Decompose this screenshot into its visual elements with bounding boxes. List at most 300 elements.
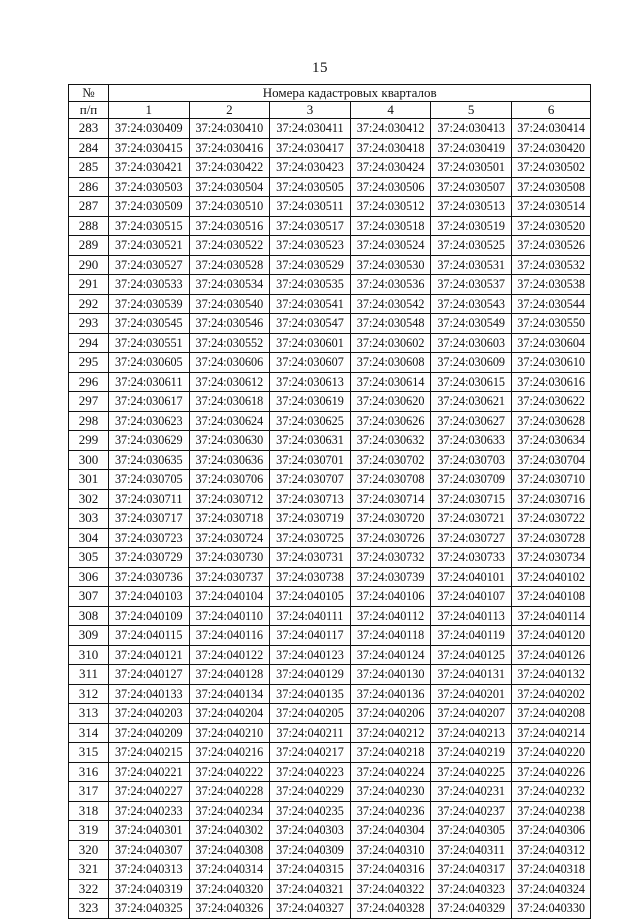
cadastral-number-cell: 37:24:040311 [431,840,512,860]
cadastral-number-cell: 37:24:030713 [270,489,351,509]
cadastral-number-cell: 37:24:030514 [511,197,590,217]
cadastral-number-cell: 37:24:030535 [270,275,351,295]
cadastral-number-cell: 37:24:030726 [350,528,431,548]
cadastral-number-cell: 37:24:030415 [109,138,190,158]
cadastral-number-cell: 37:24:030508 [511,177,590,197]
cadastral-number-cell: 37:24:030413 [431,119,512,139]
num-header-top: № [69,85,109,102]
table-row [69,762,591,782]
row-number: 312 [69,684,109,704]
cadastral-number-cell: 37:24:030423 [270,158,351,178]
cadastral-number-cell: 37:24:040109 [109,606,190,626]
cadastral-number-cell: 37:24:040206 [350,704,431,724]
table-row [69,567,591,587]
cadastral-number-cell: 37:24:040112 [350,606,431,626]
cadastral-number-cell: 37:24:030424 [350,158,431,178]
cadastral-number-cell: 37:24:040128 [189,665,270,685]
cadastral-number-cell: 37:24:030618 [189,392,270,412]
cadastral-number-cell: 37:24:030502 [511,158,590,178]
cadastral-number-cell: 37:24:040328 [350,899,431,919]
cadastral-number-cell: 37:24:030623 [109,411,190,431]
cadastral-number-cell: 37:24:030542 [350,294,431,314]
row-number: 296 [69,372,109,392]
row-number: 286 [69,177,109,197]
cadastral-number-cell: 37:24:040222 [189,762,270,782]
cadastral-number-cell: 37:24:040106 [350,587,431,607]
header-row-bottom [69,102,591,119]
row-number: 289 [69,236,109,256]
cadastral-number-cell: 37:24:040203 [109,704,190,724]
row-number: 298 [69,411,109,431]
cadastral-number-cell: 37:24:030630 [189,431,270,451]
cadastral-number-cell: 37:24:030541 [270,294,351,314]
table-row [69,684,591,704]
row-number: 321 [69,860,109,880]
cadastral-number-cell: 37:24:040130 [350,665,431,685]
cadastral-number-cell: 37:24:030505 [270,177,351,197]
cadastral-number-cell: 37:24:030544 [511,294,590,314]
cadastral-number-cell: 37:24:030519 [431,216,512,236]
cadastral-number-cell: 37:24:040108 [511,587,590,607]
cadastral-number-cell: 37:24:040113 [431,606,512,626]
cadastral-number-cell: 37:24:040134 [189,684,270,704]
cadastral-number-cell: 37:24:040323 [431,879,512,899]
cadastral-number-cell: 37:24:030733 [431,548,512,568]
cadastral-number-cell: 37:24:040227 [109,782,190,802]
cadastral-number-cell: 37:24:040322 [350,879,431,899]
row-number: 300 [69,450,109,470]
table-row [69,158,591,178]
cadastral-number-cell: 37:24:040104 [189,587,270,607]
cadastral-number-cell: 37:24:030725 [270,528,351,548]
row-number: 303 [69,509,109,529]
table-row [69,528,591,548]
cadastral-number-cell: 37:24:040123 [270,645,351,665]
cadastral-number-cell: 37:24:030613 [270,372,351,392]
cadastral-number-cell: 37:24:030518 [350,216,431,236]
cadastral-number-cell: 37:24:030611 [109,372,190,392]
row-number: 291 [69,275,109,295]
cadastral-number-cell: 37:24:040201 [431,684,512,704]
table-row [69,606,591,626]
row-number: 297 [69,392,109,412]
table-row [69,879,591,899]
cadastral-number-cell: 37:24:030710 [511,470,590,490]
cadastral-number-cell: 37:24:030716 [511,489,590,509]
cadastral-number-cell: 37:24:040236 [350,801,431,821]
row-number: 299 [69,431,109,451]
cadastral-number-cell: 37:24:030548 [350,314,431,334]
cadastral-number-cell: 37:24:030720 [350,509,431,529]
cadastral-number-cell: 37:24:040310 [350,840,431,860]
cadastral-number-cell: 37:24:030543 [431,294,512,314]
row-number: 309 [69,626,109,646]
cadastral-number-cell: 37:24:040129 [270,665,351,685]
cadastral-number-cell: 37:24:040209 [109,723,190,743]
row-number: 317 [69,782,109,802]
table-row [69,548,591,568]
table-row [69,138,591,158]
cadastral-number-cell: 37:24:040238 [511,801,590,821]
table-row [69,392,591,412]
column-header: 5 [431,102,512,119]
cadastral-number-cell: 37:24:040131 [431,665,512,685]
cadastral-number-cell: 37:24:040235 [270,801,351,821]
cadastral-number-cell: 37:24:040119 [431,626,512,646]
cadastral-number-cell: 37:24:040121 [109,645,190,665]
cadastral-number-cell: 37:24:030536 [350,275,431,295]
cadastral-number-cell: 37:24:030617 [109,392,190,412]
cadastral-number-cell: 37:24:030704 [511,450,590,470]
cadastral-number-cell: 37:24:040205 [270,704,351,724]
cadastral-number-cell: 37:24:040225 [431,762,512,782]
cadastral-number-cell: 37:24:030418 [350,138,431,158]
cadastral-number-cell: 37:24:030719 [270,509,351,529]
cadastral-number-cell: 37:24:030610 [511,353,590,373]
table-row [69,626,591,646]
cadastral-number-cell: 37:24:040207 [431,704,512,724]
num-header-bottom: п/п [69,102,109,119]
cadastral-number-cell: 37:24:030702 [350,450,431,470]
cadastral-number-cell: 37:24:030620 [350,392,431,412]
cadastral-number-cell: 37:24:030635 [109,450,190,470]
cadastral-number-cell: 37:24:030607 [270,353,351,373]
cadastral-number-cell: 37:24:040221 [109,762,190,782]
row-number: 314 [69,723,109,743]
cadastral-number-cell: 37:24:030714 [350,489,431,509]
table-row [69,840,591,860]
row-number: 320 [69,840,109,860]
cadastral-number-cell: 37:24:040117 [270,626,351,646]
table-row [69,177,591,197]
cadastral-number-cell: 37:24:030721 [431,509,512,529]
cadastral-number-cell: 37:24:030727 [431,528,512,548]
cadastral-number-cell: 37:24:040301 [109,821,190,841]
cadastral-number-cell: 37:24:040214 [511,723,590,743]
cadastral-number-cell: 37:24:030633 [431,431,512,451]
table-row [69,372,591,392]
cadastral-number-cell: 37:24:040210 [189,723,270,743]
row-number: 294 [69,333,109,353]
row-number: 318 [69,801,109,821]
cadastral-number-cell: 37:24:040224 [350,762,431,782]
cadastral-number-cell: 37:24:040325 [109,899,190,919]
header-row-top [69,85,591,102]
cadastral-number-cell: 37:24:040220 [511,743,590,763]
row-number: 311 [69,665,109,685]
cadastral-number-cell: 37:24:030525 [431,236,512,256]
group-title-header: Номера кадастровых кварталов [109,85,591,102]
cadastral-number-cell: 37:24:030533 [109,275,190,295]
cadastral-number-cell: 37:24:040202 [511,684,590,704]
row-number: 313 [69,704,109,724]
cadastral-number-cell: 37:24:040320 [189,879,270,899]
cadastral-number-cell: 37:24:030715 [431,489,512,509]
cadastral-number-cell: 37:24:030734 [511,548,590,568]
cadastral-number-cell: 37:24:030422 [189,158,270,178]
row-number: 322 [69,879,109,899]
cadastral-number-cell: 37:24:030707 [270,470,351,490]
cadastral-number-cell: 37:24:030631 [270,431,351,451]
cadastral-number-cell: 37:24:040315 [270,860,351,880]
cadastral-number-cell: 37:24:030706 [189,470,270,490]
cadastral-number-cell: 37:24:040102 [511,567,590,587]
cadastral-number-cell: 37:24:030550 [511,314,590,334]
column-header: 4 [350,102,431,119]
cadastral-number-cell: 37:24:040132 [511,665,590,685]
cadastral-number-cell: 37:24:040226 [511,762,590,782]
cadastral-number-cell: 37:24:040216 [189,743,270,763]
cadastral-number-cell: 37:24:030531 [431,255,512,275]
cadastral-number-cell: 37:24:040304 [350,821,431,841]
cadastral-number-cell: 37:24:040110 [189,606,270,626]
cadastral-number-cell: 37:24:030537 [431,275,512,295]
column-header: 3 [270,102,351,119]
cadastral-number-cell: 37:24:040107 [431,587,512,607]
cadastral-number-cell: 37:24:030739 [350,567,431,587]
row-number: 315 [69,743,109,763]
cadastral-number-cell: 37:24:030629 [109,431,190,451]
table-row [69,645,591,665]
cadastral-number-cell: 37:24:030509 [109,197,190,217]
cadastral-number-cell: 37:24:030628 [511,411,590,431]
table-row [69,353,591,373]
cadastral-number-cell: 37:24:040219 [431,743,512,763]
cadastral-number-cell: 37:24:040309 [270,840,351,860]
cadastral-number-cell: 37:24:030545 [109,314,190,334]
cadastral-number-cell: 37:24:040101 [431,567,512,587]
table-row [69,450,591,470]
table-row [69,782,591,802]
cadastral-number-cell: 37:24:040319 [109,879,190,899]
cadastral-number-cell: 37:24:030728 [511,528,590,548]
cadastral-number-cell: 37:24:030729 [109,548,190,568]
cadastral-number-cell: 37:24:040136 [350,684,431,704]
cadastral-number-cell: 37:24:030513 [431,197,512,217]
cadastral-number-cell: 37:24:040307 [109,840,190,860]
cadastral-number-cell: 37:24:040312 [511,840,590,860]
cadastral-number-cell: 37:24:030511 [270,197,351,217]
row-number: 323 [69,899,109,919]
cadastral-number-cell: 37:24:030722 [511,509,590,529]
row-number: 316 [69,762,109,782]
table-row [69,197,591,217]
cadastral-number-cell: 37:24:040305 [431,821,512,841]
cadastral-number-cell: 37:24:030601 [270,333,351,353]
cadastral-number-cell: 37:24:040233 [109,801,190,821]
cadastral-number-cell: 37:24:040118 [350,626,431,646]
cadastral-number-cell: 37:24:030420 [511,138,590,158]
cadastral-number-cell: 37:24:030626 [350,411,431,431]
cadastral-number-cell: 37:24:040115 [109,626,190,646]
cadastral-number-cell: 37:24:030619 [270,392,351,412]
row-number: 305 [69,548,109,568]
cadastral-number-cell: 37:24:030612 [189,372,270,392]
cadastral-number-cell: 37:24:040208 [511,704,590,724]
cadastral-number-cell: 37:24:040302 [189,821,270,841]
column-header: 1 [109,102,190,119]
cadastral-number-cell: 37:24:040318 [511,860,590,880]
page-number: 15 [312,60,328,76]
cadastral-number-cell: 37:24:030712 [189,489,270,509]
cadastral-number-cell: 37:24:040116 [189,626,270,646]
cadastral-number-cell: 37:24:040228 [189,782,270,802]
table-row [69,431,591,451]
table-row [69,587,591,607]
cadastral-number-cell: 37:24:040213 [431,723,512,743]
table-body [69,119,591,919]
column-header: 6 [511,102,590,119]
table-row [69,899,591,919]
cadastral-number-cell: 37:24:030416 [189,138,270,158]
row-number: 292 [69,294,109,314]
cadastral-number-cell: 37:24:030614 [350,372,431,392]
row-number: 284 [69,138,109,158]
cadastral-number-cell: 37:24:030603 [431,333,512,353]
table-row [69,489,591,509]
cadastral-number-cell: 37:24:030737 [189,567,270,587]
cadastral-number-cell: 37:24:030419 [431,138,512,158]
row-number: 288 [69,216,109,236]
cadastral-number-cell: 37:24:030540 [189,294,270,314]
cadastral-number-cell: 37:24:030736 [109,567,190,587]
cadastral-number-cell: 37:24:030606 [189,353,270,373]
table-row [69,275,591,295]
cadastral-number-cell: 37:24:030522 [189,236,270,256]
cadastral-number-cell: 37:24:040321 [270,879,351,899]
cadastral-number-cell: 37:24:030632 [350,431,431,451]
cadastral-number-cell: 37:24:030546 [189,314,270,334]
cadastral-number-cell: 37:24:030512 [350,197,431,217]
table-row [69,821,591,841]
cadastral-number-cell: 37:24:030621 [431,392,512,412]
cadastral-number-cell: 37:24:030529 [270,255,351,275]
cadastral-number-cell: 37:24:030615 [431,372,512,392]
cadastral-number-cell: 37:24:040135 [270,684,351,704]
cadastral-number-cell: 37:24:030717 [109,509,190,529]
cadastral-number-cell: 37:24:030539 [109,294,190,314]
cadastral-number-cell: 37:24:040114 [511,606,590,626]
cadastral-number-cell: 37:24:030510 [189,197,270,217]
cadastral-number-cell: 37:24:040223 [270,762,351,782]
cadastral-number-cell: 37:24:040212 [350,723,431,743]
cadastral-number-cell: 37:24:040234 [189,801,270,821]
table-row [69,236,591,256]
table-row [69,801,591,821]
cadastral-number-cell: 37:24:040217 [270,743,351,763]
cadastral-number-cell: 37:24:030705 [109,470,190,490]
cadastral-number-cell: 37:24:030703 [431,450,512,470]
cadastral-number-cell: 37:24:040308 [189,840,270,860]
cadastral-number-cell: 37:24:030530 [350,255,431,275]
table-row [69,314,591,334]
table-row [69,704,591,724]
cadastral-number-cell: 37:24:040133 [109,684,190,704]
cadastral-number-cell: 37:24:030551 [109,333,190,353]
cadastral-number-cell: 37:24:040327 [270,899,351,919]
row-number: 290 [69,255,109,275]
cadastral-number-cell: 37:24:040237 [431,801,512,821]
cadastral-number-cell: 37:24:030622 [511,392,590,412]
row-number: 293 [69,314,109,334]
table-row [69,509,591,529]
cadastral-number-cell: 37:24:030421 [109,158,190,178]
cadastral-number-cell: 37:24:030634 [511,431,590,451]
cadastral-number-cell: 37:24:030724 [189,528,270,548]
cadastral-number-cell: 37:24:030528 [189,255,270,275]
row-number: 301 [69,470,109,490]
table-header [69,85,591,119]
cadastral-number-cell: 37:24:030636 [189,450,270,470]
cadastral-number-cell: 37:24:030524 [350,236,431,256]
cadastral-number-cell: 37:24:040306 [511,821,590,841]
row-number: 295 [69,353,109,373]
table-row [69,294,591,314]
row-number: 319 [69,821,109,841]
cadastral-number-cell: 37:24:040326 [189,899,270,919]
cadastral-number-cell: 37:24:030709 [431,470,512,490]
table-row [69,119,591,139]
cadastral-number-cell: 37:24:030701 [270,450,351,470]
cadastral-number-cell: 37:24:030552 [189,333,270,353]
table-row [69,665,591,685]
cadastral-number-cell: 37:24:030417 [270,138,351,158]
row-number: 302 [69,489,109,509]
row-number: 287 [69,197,109,217]
cadastral-number-cell: 37:24:030410 [189,119,270,139]
cadastral-number-cell: 37:24:030730 [189,548,270,568]
cadastral-number-cell: 37:24:040232 [511,782,590,802]
cadastral-number-cell: 37:24:030711 [109,489,190,509]
cadastral-number-cell: 37:24:030503 [109,177,190,197]
cadastral-number-cell: 37:24:030527 [109,255,190,275]
cadastral-number-cell: 37:24:040103 [109,587,190,607]
cadastral-number-cell: 37:24:040303 [270,821,351,841]
row-number: 304 [69,528,109,548]
cadastral-number-cell: 37:24:040204 [189,704,270,724]
row-number: 307 [69,587,109,607]
row-number: 283 [69,119,109,139]
cadastral-number-cell: 37:24:040126 [511,645,590,665]
cadastral-number-cell: 37:24:030738 [270,567,351,587]
cadastral-number-cell: 37:24:030708 [350,470,431,490]
cadastral-number-cell: 37:24:040329 [431,899,512,919]
cadastral-number-cell: 37:24:030507 [431,177,512,197]
table-row [69,255,591,275]
cadastral-number-cell: 37:24:040324 [511,879,590,899]
cadastral-number-cell: 37:24:030517 [270,216,351,236]
cadastral-number-cell: 37:24:030504 [189,177,270,197]
row-number: 308 [69,606,109,626]
cadastral-number-cell: 37:24:040231 [431,782,512,802]
cadastral-number-cell: 37:24:030520 [511,216,590,236]
table-row [69,411,591,431]
table-row [69,470,591,490]
cadastral-number-cell: 37:24:040122 [189,645,270,665]
cadastral-number-cell: 37:24:030414 [511,119,590,139]
table-row [69,860,591,880]
cadastral-number-cell: 37:24:040127 [109,665,190,685]
cadastral-number-cell: 37:24:030609 [431,353,512,373]
cadastral-number-cell: 37:24:030538 [511,275,590,295]
cadastral-number-cell: 37:24:030602 [350,333,431,353]
cadastral-number-cell: 37:24:030506 [350,177,431,197]
cadastral-number-cell: 37:24:030501 [431,158,512,178]
cadastral-number-cell: 37:24:030515 [109,216,190,236]
cadastral-number-cell: 37:24:040330 [511,899,590,919]
row-number: 310 [69,645,109,665]
cadastral-number-cell: 37:24:040120 [511,626,590,646]
